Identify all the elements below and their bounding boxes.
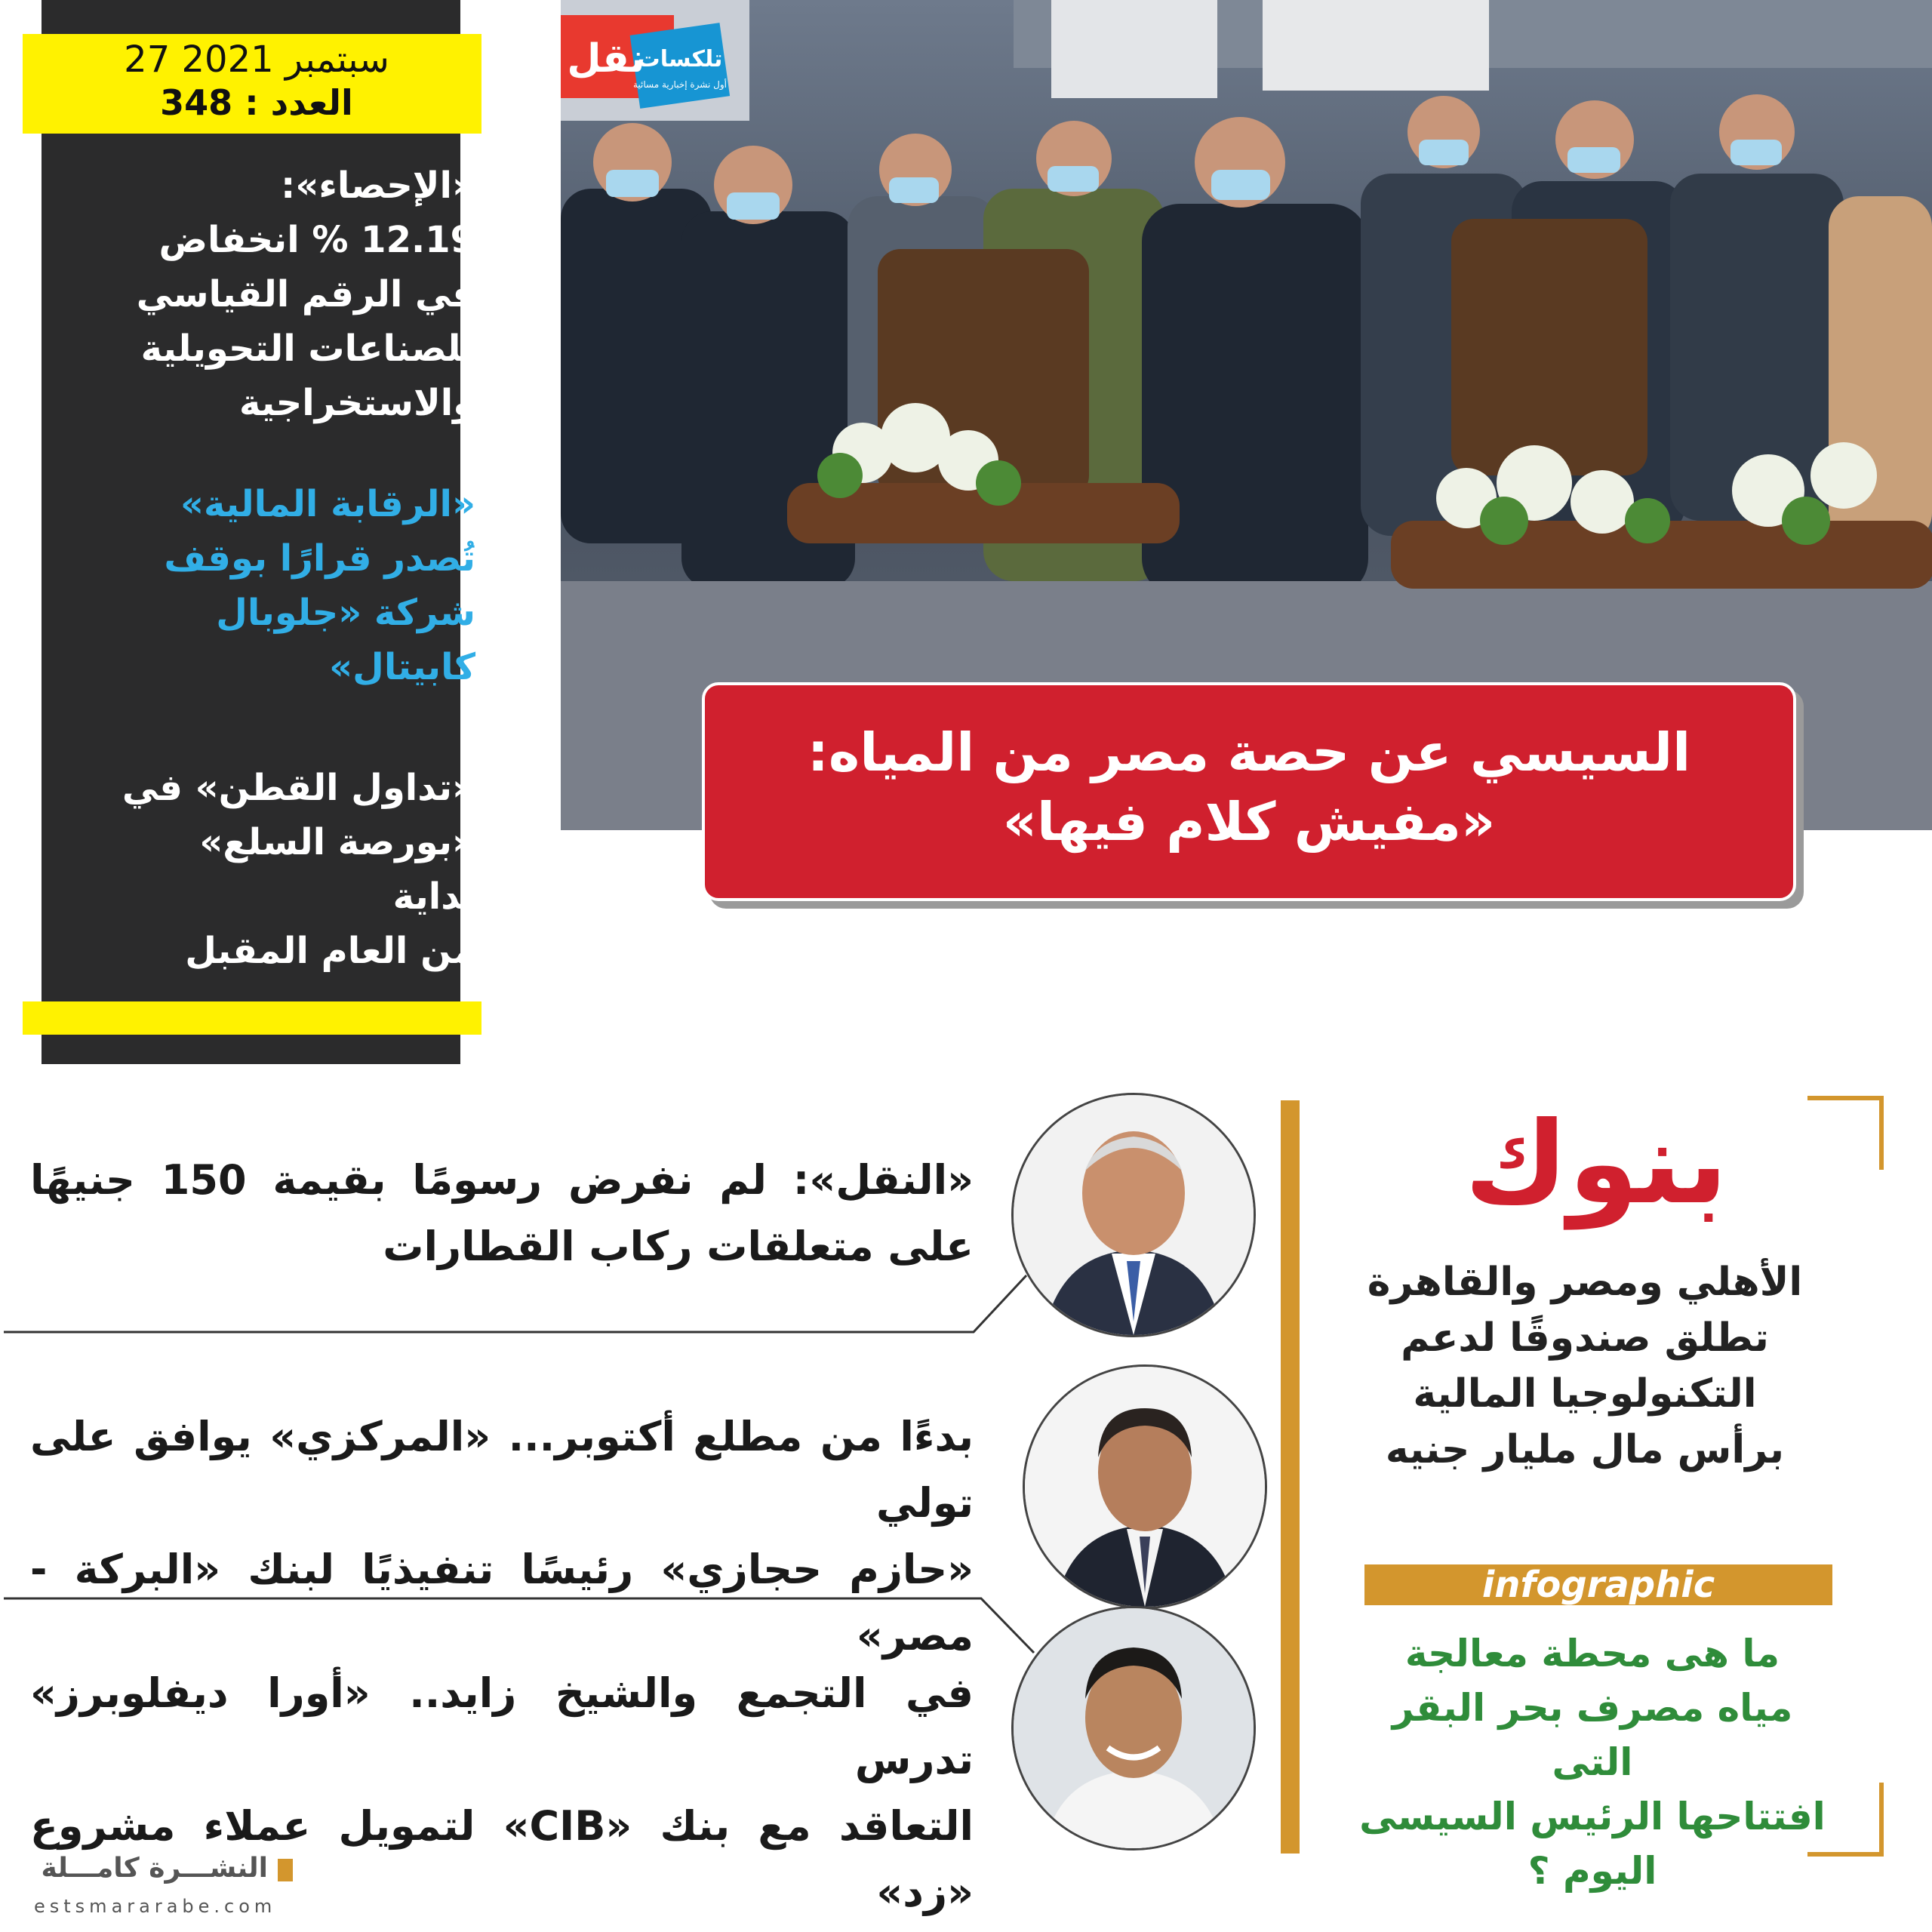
logo-subtitle: أول نشرة إخبارية مسائية — [632, 79, 728, 90]
sidebar-line: «تداول القطن» في — [122, 767, 475, 809]
story-line: «حازم حجازي» رئيسًا تنفيذيًا لبنك «البركة - مصر» — [30, 1546, 974, 1660]
sidebar-line: في الرقم القياسي — [136, 273, 475, 315]
story-line: في التجمع والشيخ زايد.. «أورا ديفلوبرز» تدرس — [30, 1669, 974, 1783]
infographic-line: افتتاحها الرئيس السيسى — [1359, 1795, 1826, 1838]
headline-line-1: السيسي عن حصة مصر من المياه: — [807, 721, 1691, 783]
banner-text: نقل — [567, 36, 645, 82]
story-transport[interactable] — [30, 1147, 974, 1280]
sidebar-line: تُصدر قرارًا بوقف — [164, 537, 475, 580]
footer-brand: النشـــرة كامـــلة — [41, 1853, 268, 1884]
infographic-label: infographic — [1364, 1564, 1832, 1605]
infographic-line: مياه مصرف بحر البقر التى — [1392, 1686, 1793, 1784]
sidebar-line: للصناعات التحويلية — [140, 328, 475, 370]
banks-line: التكنولوجيا المالية — [1413, 1371, 1757, 1417]
banks-line: تطلق صندوقًا لدعم — [1401, 1315, 1769, 1361]
sidebar-line: والاستخراجية — [238, 382, 475, 424]
banks-section-title: بنوك — [1464, 1098, 1728, 1229]
story-line: التعاقد مع بنك «CIB» لتمويل عملاء مشروع «زد» — [30, 1802, 974, 1916]
headline-line-2: «مفيش كلام فيها» — [1002, 791, 1496, 853]
sidebar-line: «الرقابة المالية» — [180, 483, 475, 525]
banks-line: الأهلي ومصر والقاهرة — [1367, 1260, 1803, 1305]
banks-line: برأس مال مليار جنيه — [1385, 1427, 1785, 1472]
avatar-transport-minister — [1011, 1093, 1256, 1337]
issue-date: 27 سبتمبر 2021 — [124, 38, 389, 81]
infographic-line: ما هى محطة معالجة — [1404, 1632, 1780, 1675]
issue-number: العدد : 348 — [160, 82, 353, 123]
sidebar-line: كابيتال» — [329, 646, 475, 688]
story-line: «النقل»: لم نفرض رسومًا بقيمة 150 جنيهًا — [30, 1156, 974, 1204]
story-ora-developers[interactable] — [30, 1660, 974, 1926]
footer-website-link[interactable]: estsmararabe.com — [34, 1896, 277, 1917]
footer-marker — [278, 1859, 293, 1881]
sidebar-line: من العام المقبل — [185, 930, 475, 972]
sidebar-line: «بورصة السلع» بداية — [199, 821, 475, 918]
avatar-ora-executive — [1011, 1606, 1256, 1850]
story-line: على متعلقات ركاب القطارات — [383, 1223, 974, 1270]
sidebar-line: 12.19 % انخفاض — [158, 219, 475, 261]
story-line: بدءًا من مطلع أكتوبر... «المركزي» يوافق على تولي — [30, 1413, 974, 1527]
sidebar-line: «الإحصاء»: — [281, 165, 475, 207]
sidebar-line: شركة «جلوبال — [216, 592, 475, 634]
logo-text: تلكسات — [637, 46, 723, 72]
avatar-hazem-hegazy — [1023, 1364, 1267, 1609]
infographic-line: اليوم ؟ — [1527, 1849, 1657, 1893]
story-central-bank[interactable] — [30, 1404, 974, 1669]
